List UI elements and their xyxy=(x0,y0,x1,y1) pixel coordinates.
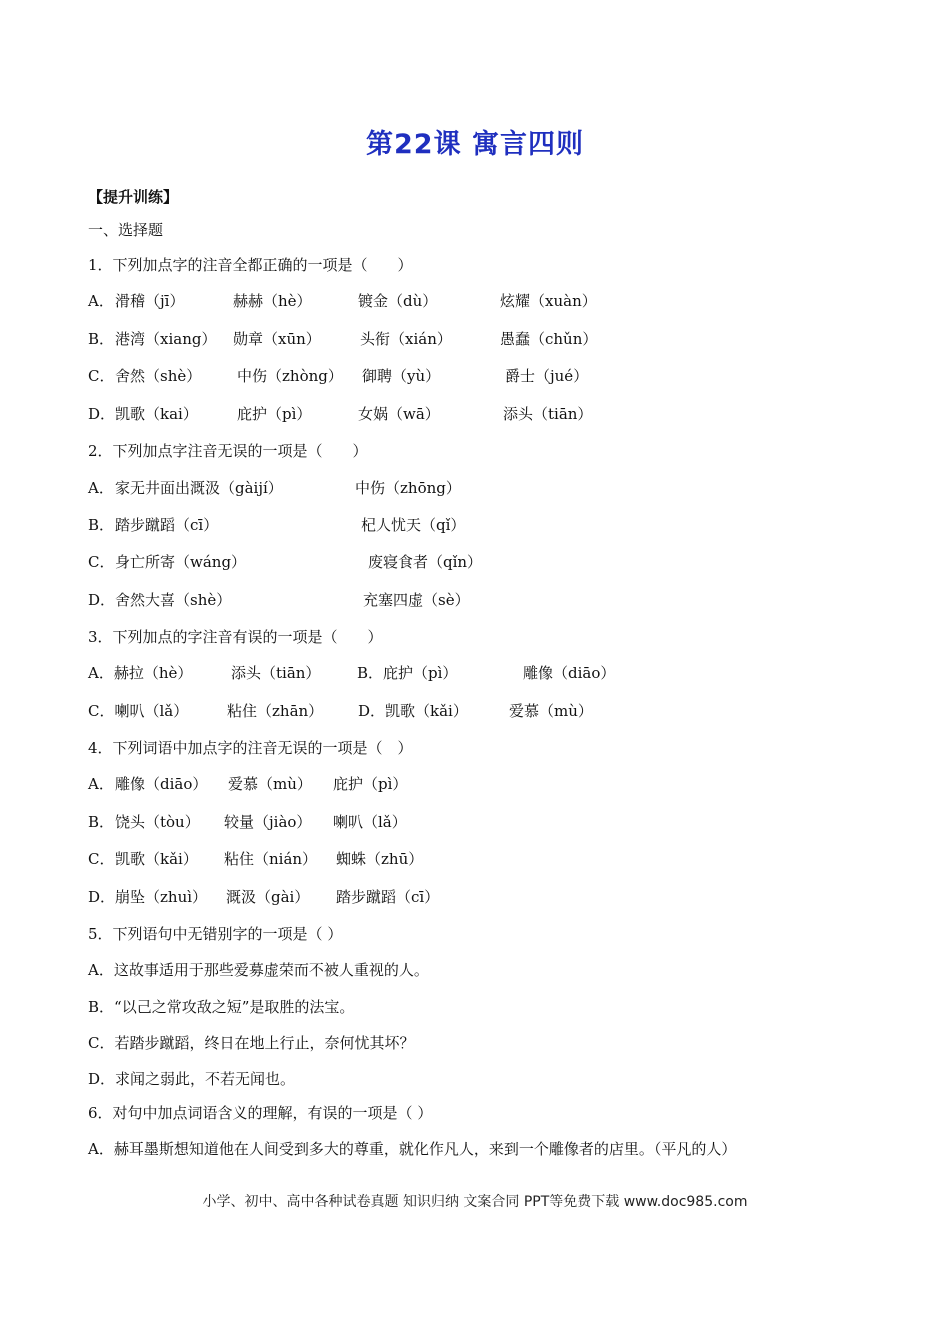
question-2-stem: 2．下列加点字注音无误的一项是（ ） xyxy=(88,442,368,460)
q5-option-d: D．求闻之弱此，不若无闻也。 xyxy=(88,1070,296,1088)
q4-d-item-1: 崩坠（zhuì） xyxy=(115,888,208,906)
q3-row1-item-2: 添头（tiān） xyxy=(231,664,321,682)
q4-a-item-1: 雕像（diāo） xyxy=(115,775,208,793)
q2-b-letter: B． xyxy=(88,516,115,534)
q3-row2-item-4: 爱慕（mù） xyxy=(509,702,593,720)
q4-d-item-3: 踏步蹴蹈（cī） xyxy=(336,888,440,906)
q2-d-letter: D． xyxy=(88,591,116,609)
q3-row2-item-1: C．喇叭（lǎ） xyxy=(88,702,189,720)
question-1-option-c-letter: C． xyxy=(88,367,115,385)
q2-a-item-1: 家无井面出溉汲（gàijí） xyxy=(115,479,283,497)
q2-c-item-1: 身亡所寄（wáng） xyxy=(115,553,247,571)
q1-d-item-3: 女娲（wā） xyxy=(358,405,440,423)
q2-a-letter: A． xyxy=(88,479,114,497)
q4-b-item-1: 饶头（tòu） xyxy=(115,813,200,831)
q4-b-letter: B． xyxy=(88,813,115,831)
question-1-option-b-letter: B． xyxy=(88,330,115,348)
q4-a-item-3: 庇护（pì） xyxy=(333,775,408,793)
part-heading: 一、选择题 xyxy=(88,221,164,239)
q2-d-item-2: 充塞四虚（sè） xyxy=(363,591,470,609)
section-label: 【提升训练】 xyxy=(88,188,179,206)
q2-a-item-2: 中伤（zhōng） xyxy=(355,479,461,497)
q4-c-item-1: 凯歌（kǎi） xyxy=(115,850,198,868)
q1-d-item-4: 添头（tiān） xyxy=(503,405,593,423)
question-5-stem: 5．下列语句中无错别字的一项是（ ） xyxy=(88,925,343,943)
q1-a-item-3: 镀金（dù） xyxy=(358,292,438,310)
question-1-option-a-letter: A． xyxy=(88,292,114,310)
q4-b-item-3: 喇叭（lǎ） xyxy=(333,813,407,831)
question-1-stem: 1．下列加点字的注音全都正确的一项是（ ） xyxy=(88,256,413,274)
q1-b-item-4: 愚蠢（chǔn） xyxy=(500,330,598,348)
q4-c-item-2: 粘住（nián） xyxy=(224,850,318,868)
page-footer: 小学、初中、高中各种试卷真题 知识归纳 文案合同 PPT等免费下载 www.doc985.com xyxy=(202,1194,748,1210)
q6-option-a: A．赫耳墨斯想知道他在人间受到多大的尊重，就化作凡人，来到一个雕像者的店里。（平凡的人） xyxy=(88,1140,737,1158)
q2-b-item-2: 杞人忧天（qǐ） xyxy=(361,516,466,534)
q4-d-item-2: 溉汲（gài） xyxy=(226,888,310,906)
q4-c-letter: C． xyxy=(88,850,115,868)
q2-b-item-1: 踏步蹴蹈（cī） xyxy=(115,516,219,534)
question-6-stem: 6．对句中加点词语含义的理解，有误的一项是（ ） xyxy=(88,1104,433,1122)
q1-c-item-1: 舍然（shè） xyxy=(115,367,202,385)
q4-a-letter: A． xyxy=(88,775,114,793)
q1-b-item-2: 勋章（xūn） xyxy=(233,330,321,348)
q1-c-item-3: 御聘（yù） xyxy=(362,367,441,385)
q2-c-item-2: 废寝食者（qǐn） xyxy=(368,553,483,571)
q3-row2-item-3: D．凯歌（kǎi） xyxy=(358,702,468,720)
question-1-option-d-letter: D． xyxy=(88,405,116,423)
q4-a-item-2: 爱慕（mù） xyxy=(228,775,312,793)
page-title: 第22课 寓言四则 xyxy=(366,129,584,160)
question-3-stem: 3．下列加点的字注音有误的一项是（ ） xyxy=(88,628,383,646)
q3-row2-item-2: 粘住（zhān） xyxy=(227,702,324,720)
q1-a-item-4: 炫耀（xuàn） xyxy=(500,292,597,310)
q3-row1-item-3: B．庇护（pì） xyxy=(357,664,458,682)
q1-a-item-2: 赫赫（hè） xyxy=(233,292,312,310)
q1-b-item-1: 港湾（xiang） xyxy=(115,330,217,348)
q4-b-item-2: 较量（jiào） xyxy=(224,813,312,831)
q2-d-item-1: 舍然大喜（shè） xyxy=(115,591,232,609)
q5-option-b: B．“以己之常攻敌之短”是取胜的法宝。 xyxy=(88,998,355,1016)
q1-b-item-3: 头衔（xián） xyxy=(360,330,452,348)
q3-row1-item-4: 雕像（diāo） xyxy=(523,664,616,682)
q1-d-item-1: 凯歌（kai） xyxy=(115,405,198,423)
q1-c-item-4: 爵士（jué） xyxy=(505,367,589,385)
q3-row1-item-1: A．赫拉（hè） xyxy=(88,664,193,682)
q1-c-item-2: 中伤（zhòng） xyxy=(237,367,343,385)
q1-a-item-1: 滑稽（jī） xyxy=(115,292,185,310)
question-4-stem: 4．下列词语中加点字的注音无误的一项是（ ） xyxy=(88,739,413,757)
q5-option-c: C．若踏步蹴蹈，终日在地上行止，奈何忧其坏？ xyxy=(88,1034,415,1052)
q4-d-letter: D． xyxy=(88,888,116,906)
q5-option-a: A．这故事适用于那些爱募虚荣而不被人重视的人。 xyxy=(88,961,429,979)
q4-c-item-3: 蜘蛛（zhū） xyxy=(336,850,424,868)
q2-c-letter: C． xyxy=(88,553,115,571)
q1-d-item-2: 庇护（pì） xyxy=(237,405,312,423)
